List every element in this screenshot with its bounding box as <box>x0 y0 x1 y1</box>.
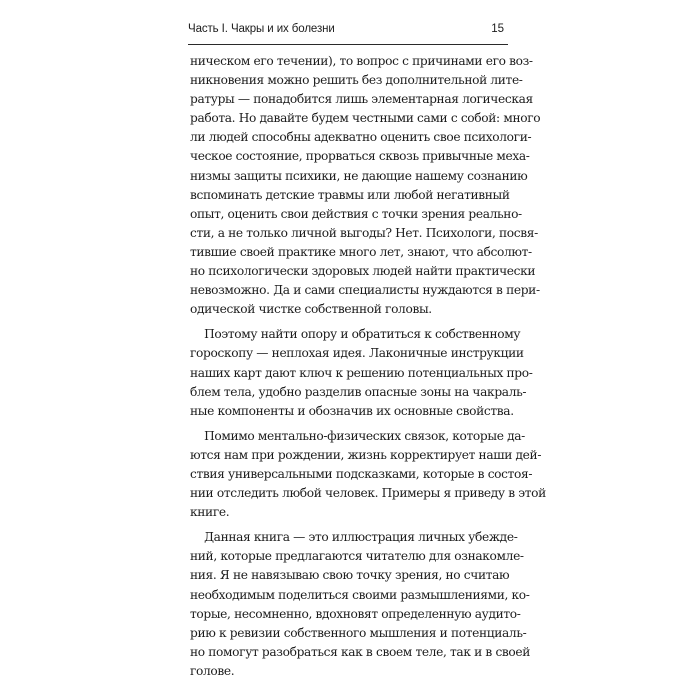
text-line: наших карт дают ключ к решению потенциальных про- <box>190 365 533 380</box>
paragraph <box>190 52 541 319</box>
text-line: сти, а не только личной выгоды? Нет. Психологи, посвя- <box>190 225 538 240</box>
text-line: ли людей способны адекватно оценить свое психологи- <box>190 130 532 145</box>
text-line: ний, которые предлагаются читателю для ознакомле- <box>190 549 524 564</box>
body-text <box>190 52 546 681</box>
text-line: гороскопу — неплохая идея. Лаконичные инструкции <box>190 346 524 361</box>
text-line: работа. Но давайте будем честными сами с собой: много <box>190 111 541 126</box>
text-line: никновения можно решить без дополнительной лите- <box>190 73 523 88</box>
text-line: вспоминать детские травмы или любой негативный <box>190 187 510 202</box>
running-header <box>188 16 508 45</box>
text-line: книге. <box>190 505 230 520</box>
text-line: ратуры — понадобится лишь элементарная логическая <box>190 92 533 107</box>
text-line: ствия универсальными подсказками, которые в состоя- <box>190 466 533 481</box>
text-line: низмы защиты психики, не дающие нашему сознанию <box>190 168 528 183</box>
text-line: ются нам при рождении, жизнь корректирует наши дей- <box>190 447 542 462</box>
text-line: ния. Я не навязываю свою точку зрения, но считаю <box>190 568 510 583</box>
page-number: 15 <box>491 23 504 35</box>
text-line: Поэтому найти опору и обратиться к собственному <box>190 327 521 342</box>
paragraph <box>190 427 546 522</box>
paragraph <box>190 528 531 681</box>
text-line: невозможно. Да и сами специалисты нуждаются в пери- <box>190 283 540 298</box>
text-line: рию к ревизии собственного мышления и потенциаль- <box>190 625 527 640</box>
text-line: одической чистке собственной головы. <box>190 302 432 317</box>
text-line: опыт, оценить свои действия с точки зрения реально- <box>190 206 522 221</box>
text-line: нии отследить любой человек. Примеры я приведу в этой <box>190 486 546 501</box>
text-line: но помогут разобраться как в своем теле, так и в своей <box>190 644 531 659</box>
text-line: ническом его течении), то вопрос с причинами его воз- <box>190 54 533 68</box>
text-line: необходимым поделиться своими размышлениями, ко- <box>190 587 530 602</box>
paragraph <box>190 325 533 420</box>
text-line: Помимо ментально-физических связок, которые да- <box>190 428 525 443</box>
text-line: голове. <box>190 663 235 678</box>
text-line: но психологически здоровых людей найти практически <box>190 264 536 279</box>
text-line: тившие своей практике много лет, знают, что абсолют- <box>190 244 532 259</box>
text-line: торые, несомненно, вдохновят определенную аудито- <box>190 606 521 621</box>
chapter-title: Часть I. Чакры и их болезни <box>188 23 335 35</box>
text-line: ные компоненты и обозначив их основные свойства. <box>190 403 514 418</box>
text-line: ческое состояние, прорваться сквозь привычные меха- <box>190 149 530 164</box>
text-line: Данная книга — это иллюстрация личных убежде- <box>190 530 518 545</box>
text-line: блем тела, удобно разделив опасные зоны на чакраль- <box>190 384 527 399</box>
